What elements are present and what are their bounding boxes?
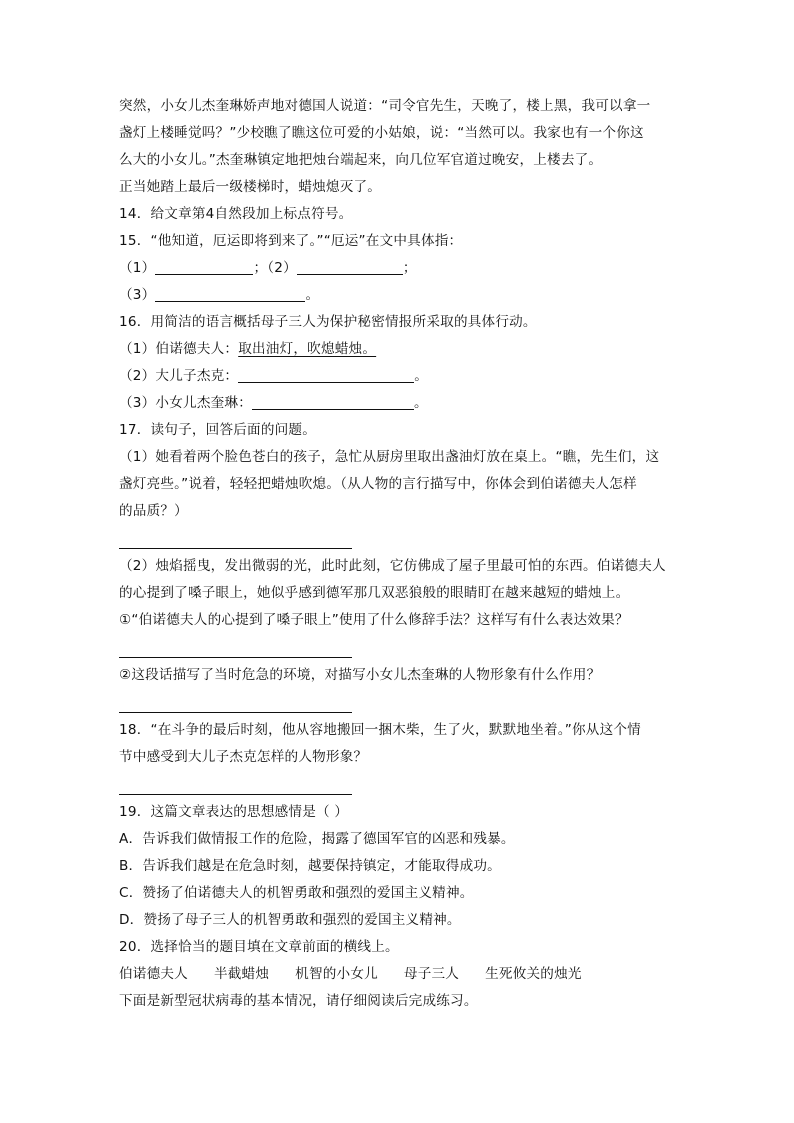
next-section-intro: 下面是新型冠状病毒的基本情况，请仔细阅读后完成练习。 [119, 993, 478, 1009]
passage-line: 正当她踏上最后一级楼梯时，蜡烛熄灭了。 [119, 179, 382, 195]
question-18: 节中感受到大儿子杰克怎样的人物形象？ [119, 749, 368, 765]
answer-blank[interactable] [252, 395, 414, 410]
question-15-blanks-row [119, 259, 417, 277]
question-17-part1: （1）她看着两个脸色苍白的孩子，急忙从厨房里取出盏油灯放在桌上。“瞧，先生们，这 [119, 449, 660, 465]
choice-d[interactable]: D．赞扬了母子三人的机智勇敢和强烈的爱国主义精神。 [119, 912, 461, 928]
title-option[interactable]: 伯诺德夫人 [119, 966, 188, 982]
item-label: （1）伯诺德夫人： [119, 341, 239, 357]
question-20: 20．选择恰当的题目填在文章前面的横线上。 [119, 939, 399, 955]
choice-b[interactable]: B．告诉我们越是在危急时刻，越要保持镇定，才能取得成功。 [119, 858, 501, 874]
title-option[interactable]: 母子三人 [403, 966, 460, 982]
question-15-blank-row-3 [119, 286, 319, 304]
punctuation: 。 [414, 395, 428, 411]
question-17-sub1: ①“伯诺德夫人的心提到了嗓子眼上”使用了什么修辞手法？这样写有什么表达效果？ [119, 612, 629, 628]
title-option[interactable]: 半截蜡烛 [213, 966, 270, 982]
question-18: 18．“在斗争的最后时刻，他从容地搬回一捆木柴，生了火，默默地坐着。”你从这个情 [119, 722, 641, 738]
title-option[interactable]: 机智的小女儿 [295, 966, 378, 982]
question-16-c [119, 394, 428, 412]
question-17-part2: （2）烛焰摇曳，发出微弱的光，此时此刻，它仿佛成了屋子里最可怕的东西。伯诺德夫人 [119, 558, 666, 574]
filled-answer: 取出油灯，吹熄蜡烛。 [238, 341, 377, 357]
choice-a[interactable]: A．告诉我们做情报工作的危险，揭露了德国军官的凶恶和残暴。 [119, 831, 515, 847]
answer-blank[interactable] [297, 260, 403, 275]
answer-line[interactable] [119, 712, 352, 713]
choice-c[interactable]: C．赞扬了伯诺德夫人的机智勇敢和强烈的爱国主义精神。 [119, 885, 474, 901]
question-17-sub2: ②这段话描写了当时危急的环境，对描写小女儿杰奎琳的人物形象有什么作用？ [119, 667, 601, 683]
punctuation: ； [402, 260, 417, 276]
question-17-part1: 盏灯亮些。”说着，轻轻把蜡烛吹熄。（从人物的言行描写中，你体会到伯诺德夫人怎样 [119, 476, 637, 492]
answer-blank[interactable] [238, 368, 414, 383]
item-label: （3）小女儿杰奎琳： [119, 395, 252, 411]
question-15: 15．“他知道，厄运即将到来了。”“厄运”在文中具体指： [119, 233, 463, 249]
question-17-part1: 的品质？） [119, 503, 188, 519]
answer-blank[interactable] [155, 287, 305, 302]
answer-line[interactable] [119, 794, 352, 795]
separator: ；（2） [253, 260, 297, 276]
item-label: （2）大儿子杰克： [119, 368, 239, 384]
passage-line: 么大的小女儿。”杰奎琳镇定地把烛台端起来，向几位军官道过晚安，上楼去了。 [119, 152, 603, 168]
passage-line: 盏灯上楼睡觉吗？”少校瞧了瞧这位可爱的小姑娘，说：“当然可以。我家也有一个你这 [119, 125, 644, 141]
question-17: 17．读句子，回答后面的问题。 [119, 422, 317, 438]
title-options-row [119, 965, 582, 983]
answer-line[interactable] [119, 657, 352, 658]
question-16-a [119, 340, 376, 358]
question-16: 16．用简洁的语言概括母子三人为保护秘密情报所采取的具体行动。 [119, 314, 537, 330]
punctuation: 。 [305, 287, 320, 303]
punctuation: 。 [414, 368, 428, 384]
title-option[interactable]: 生死攸关的烛光 [485, 966, 582, 982]
question-17-part2: 的心提到了嗓子眼上，她似乎感到德军那几双恶狼般的眼睛盯在越来越短的蜡烛上。 [119, 585, 630, 601]
passage-line: 突然，小女儿杰奎琳娇声地对德国人说道：“司令官先生，天晚了，楼上黑，我可以拿一 [119, 98, 651, 114]
item-label: （1） [119, 260, 156, 276]
item-label: （3） [119, 287, 156, 303]
answer-line[interactable] [119, 548, 352, 549]
question-16-b [119, 367, 428, 385]
question-19: 19．这篇文章表达的思想感情是（ ） [119, 804, 349, 820]
answer-blank[interactable] [155, 260, 253, 275]
question-14: 14．给文章第4自然段加上标点符号。 [119, 206, 353, 222]
